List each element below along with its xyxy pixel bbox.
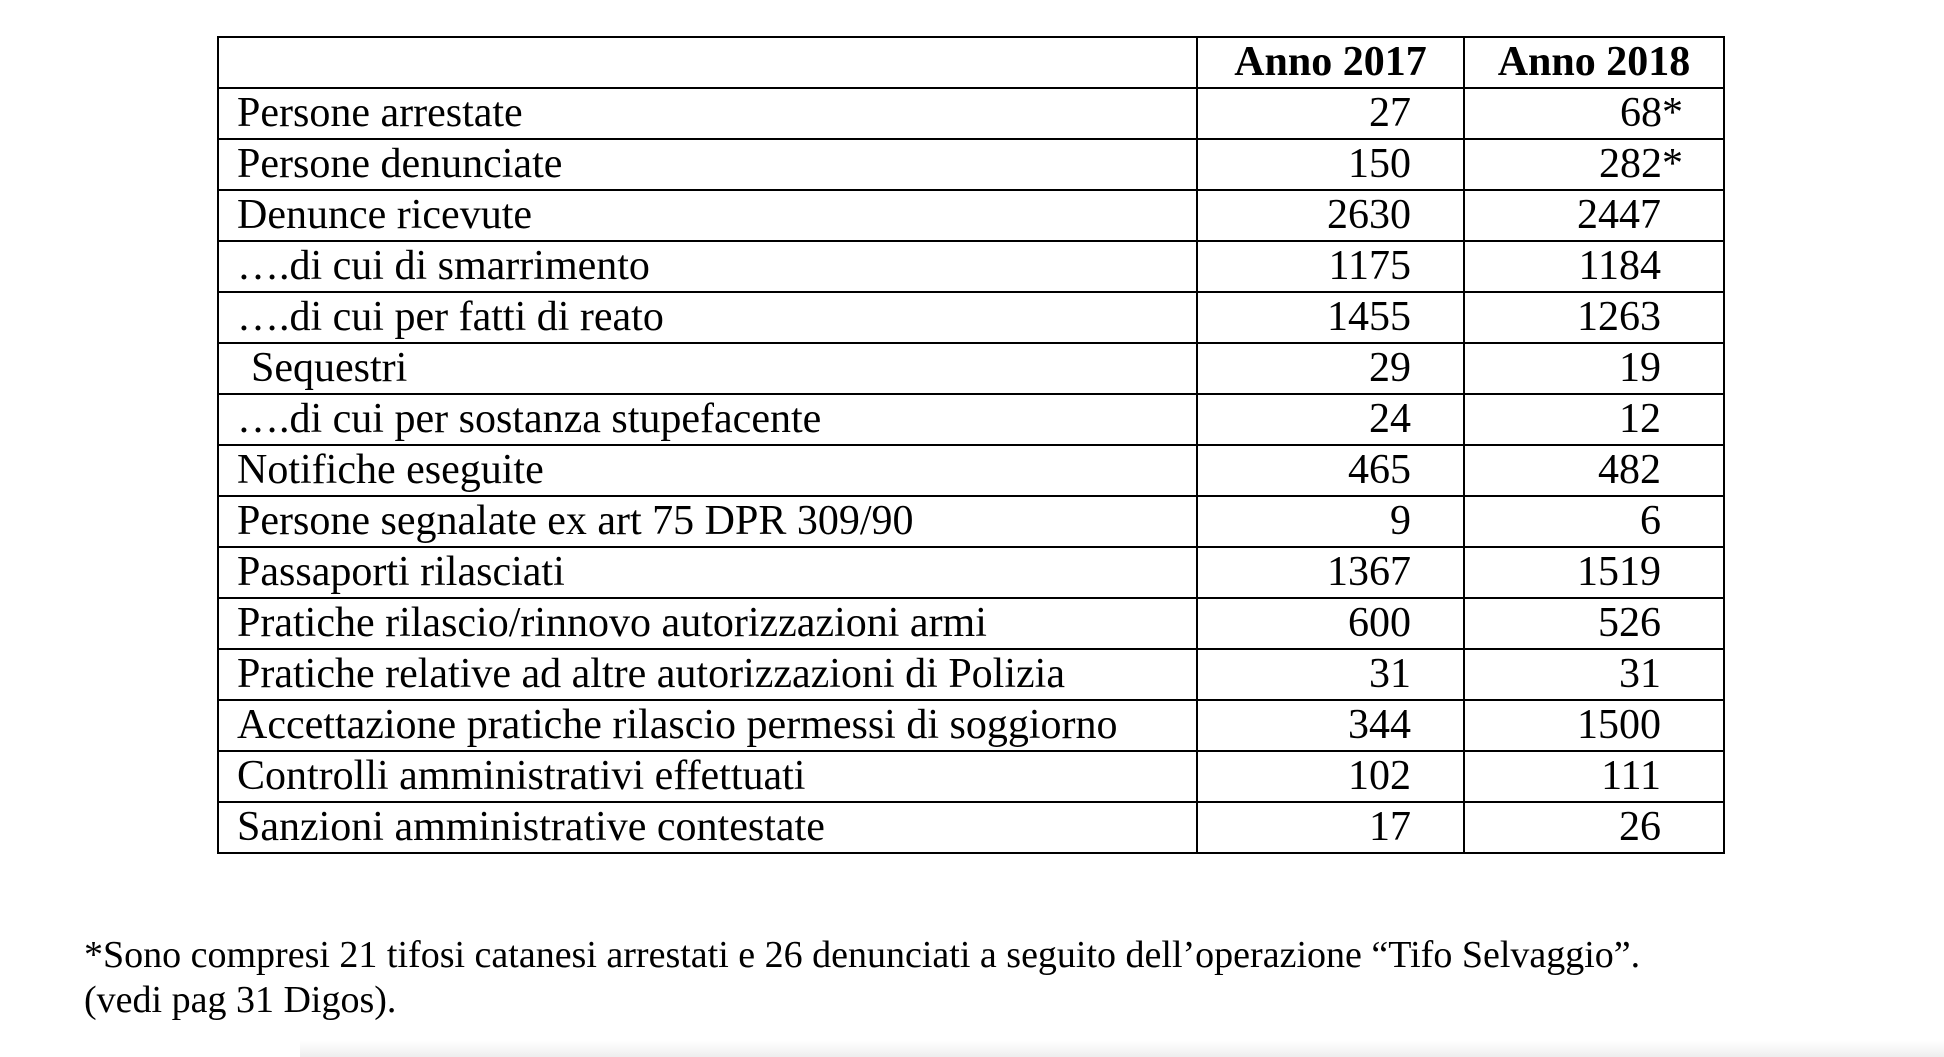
value-2018: 1263 xyxy=(1464,292,1724,343)
value-2017: 1367 xyxy=(1197,547,1464,598)
row-label: Denunce ricevute xyxy=(218,190,1197,241)
table-row xyxy=(218,190,1724,241)
table-row xyxy=(218,700,1724,751)
value-2017: 465 xyxy=(1197,445,1464,496)
row-label: ….di cui di smarrimento xyxy=(218,241,1197,292)
value-2017: 1175 xyxy=(1197,241,1464,292)
table-row xyxy=(218,802,1724,853)
value-2018: 19 xyxy=(1464,343,1724,394)
row-label: ….di cui per sostanza stupefacente xyxy=(218,394,1197,445)
header-anno-2018: Anno 2018 xyxy=(1464,37,1724,88)
value-2017: 29 xyxy=(1197,343,1464,394)
row-label: Passaporti rilasciati xyxy=(218,547,1197,598)
page-edge-shadow xyxy=(300,1041,1944,1057)
table-row xyxy=(218,445,1724,496)
value-2017: 150 xyxy=(1197,139,1464,190)
value-2018: 1500 xyxy=(1464,700,1724,751)
value-2018: 68* xyxy=(1464,88,1724,139)
value-2017: 9 xyxy=(1197,496,1464,547)
row-label: Notifiche eseguite xyxy=(218,445,1197,496)
table-row xyxy=(218,394,1724,445)
header-anno-2017: Anno 2017 xyxy=(1197,37,1464,88)
value-2017: 17 xyxy=(1197,802,1464,853)
value-2017: 1455 xyxy=(1197,292,1464,343)
value-2018: 1519 xyxy=(1464,547,1724,598)
table-row xyxy=(218,598,1724,649)
row-label: Controlli amministrativi effettuati xyxy=(218,751,1197,802)
row-label: Pratiche rilascio/rinnovo autorizzazioni armi xyxy=(218,598,1197,649)
table-row xyxy=(218,241,1724,292)
statistics-table xyxy=(217,36,1725,854)
value-2017: 102 xyxy=(1197,751,1464,802)
value-2018: 2447 xyxy=(1464,190,1724,241)
table-row xyxy=(218,343,1724,394)
row-label: Sanzioni amministrative contestate xyxy=(218,802,1197,853)
value-2018: 111 xyxy=(1464,751,1724,802)
value-2018: 526 xyxy=(1464,598,1724,649)
value-2018: 6 xyxy=(1464,496,1724,547)
table-row xyxy=(218,547,1724,598)
value-2018: 1184 xyxy=(1464,241,1724,292)
value-2017: 344 xyxy=(1197,700,1464,751)
row-label: ….di cui per fatti di reato xyxy=(218,292,1197,343)
table-row xyxy=(218,88,1724,139)
row-label: Persone arrestate xyxy=(218,88,1197,139)
value-2018: 12 xyxy=(1464,394,1724,445)
row-label: Accettazione pratiche rilascio permessi di soggiorno xyxy=(218,700,1197,751)
row-label: Pratiche relative ad altre autorizzazioni di Polizia xyxy=(218,649,1197,700)
header-blank-cell xyxy=(218,37,1197,88)
footnote-line-1: *Sono compresi 21 tifosi catanesi arrestati e 26 denunciati a seguito dell’operazione “Tifo Selvaggio”. xyxy=(84,934,1641,976)
table-row xyxy=(218,649,1724,700)
value-2018: 482 xyxy=(1464,445,1724,496)
row-label: Persone segnalate ex art 75 DPR 309/90 xyxy=(218,496,1197,547)
value-2018: 31 xyxy=(1464,649,1724,700)
value-2017: 2630 xyxy=(1197,190,1464,241)
value-2017: 600 xyxy=(1197,598,1464,649)
footnote-line-2: (vedi pag 31 Digos). xyxy=(84,979,397,1021)
table-row xyxy=(218,139,1724,190)
value-2017: 24 xyxy=(1197,394,1464,445)
value-2017: 31 xyxy=(1197,649,1464,700)
row-label: Persone denunciate xyxy=(218,139,1197,190)
row-label: Sequestri xyxy=(218,343,1197,394)
table-row xyxy=(218,292,1724,343)
value-2018: 26 xyxy=(1464,802,1724,853)
value-2018: 282* xyxy=(1464,139,1724,190)
table-row xyxy=(218,496,1724,547)
table-header-row xyxy=(218,37,1724,88)
table-row xyxy=(218,751,1724,802)
value-2017: 27 xyxy=(1197,88,1464,139)
